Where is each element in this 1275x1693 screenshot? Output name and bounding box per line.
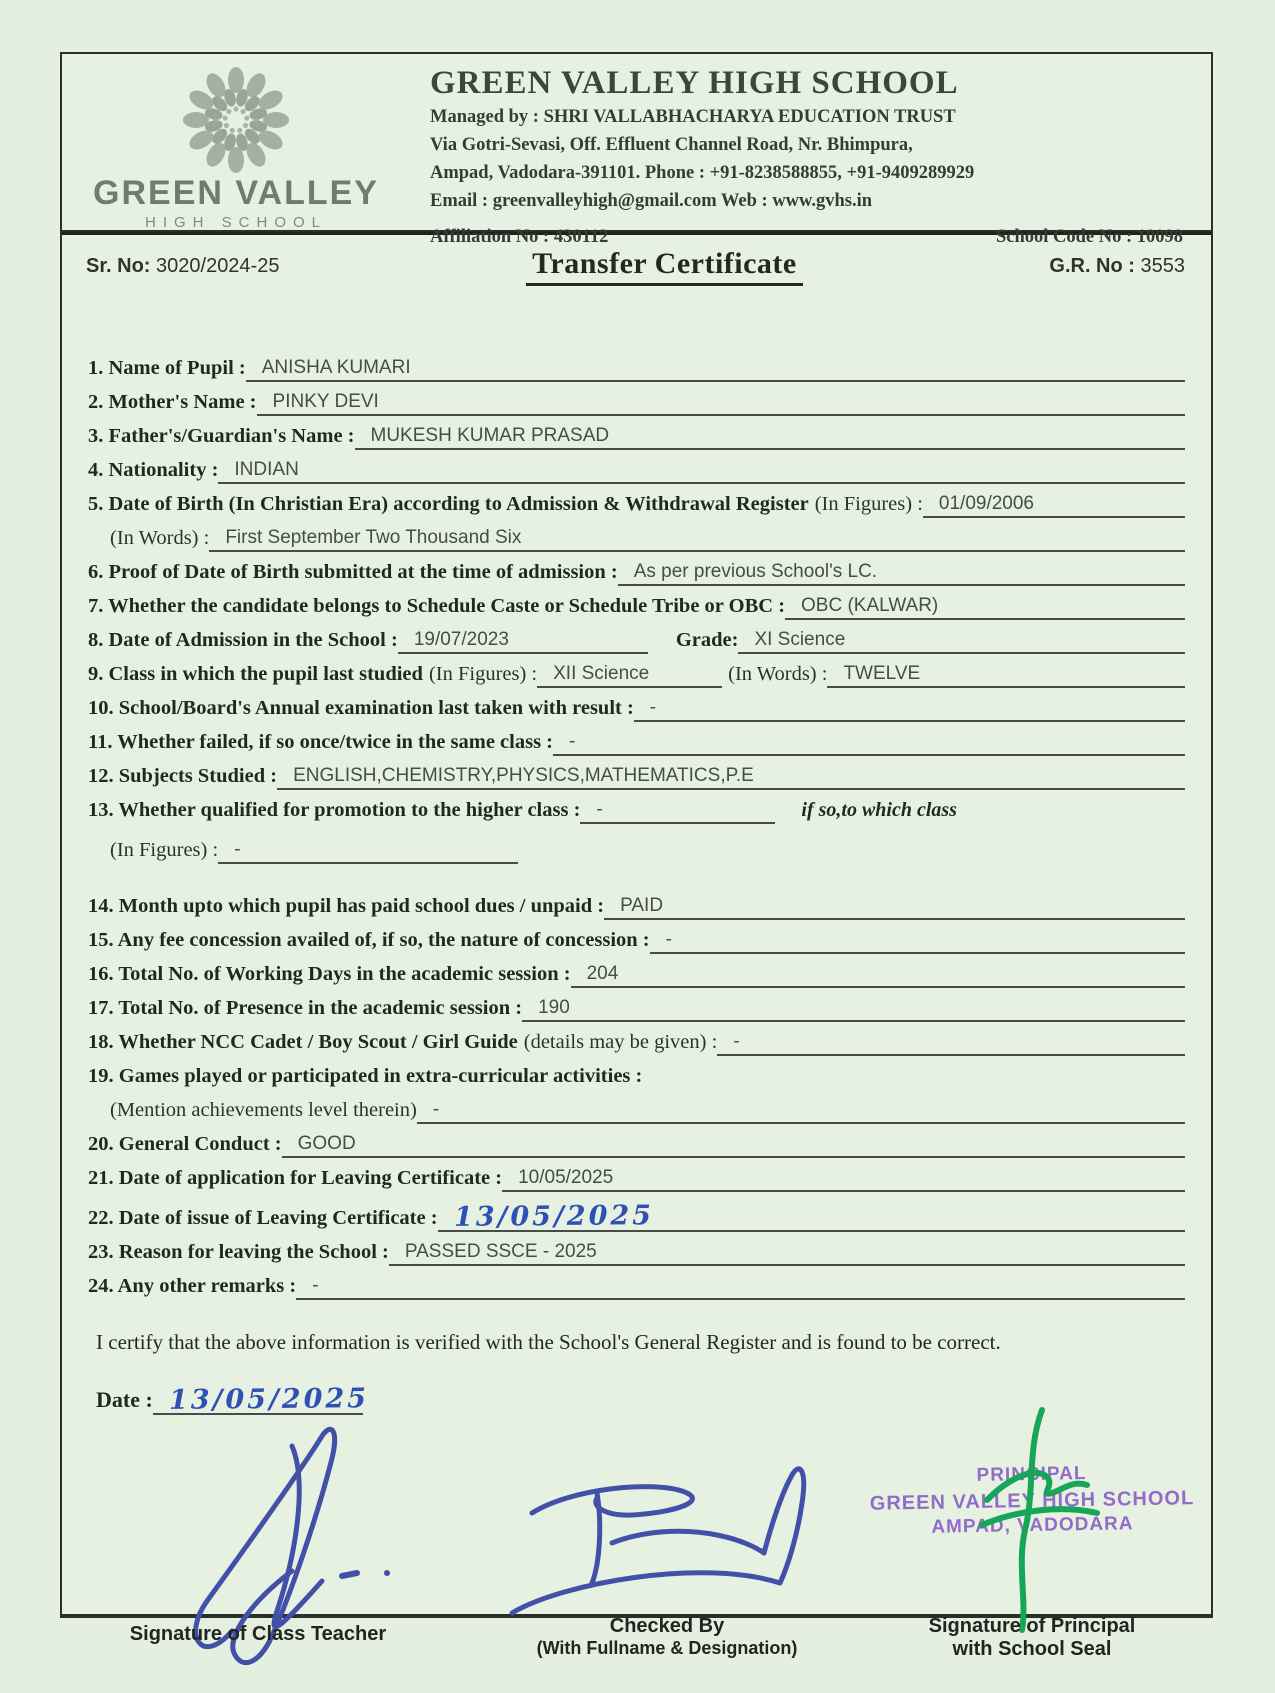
leaf-burst-icon <box>136 66 336 174</box>
field-value: ENGLISH,CHEMISTRY,PHYSICS,MATHEMATICS,P.E <box>293 765 754 786</box>
date-label: Date : <box>96 1387 153 1412</box>
field-value: PASSED SSCE - 2025 <box>404 1241 597 1262</box>
certification-statement: I certify that the above information is verified with the School's General Register and is found to be correct. <box>96 1330 1001 1354</box>
field-underline <box>296 1274 1185 1300</box>
field-label: 13. Whether qualified for promotion to the higher class : <box>88 799 581 821</box>
school-name: GREEN VALLEY HIGH SCHOOL <box>430 65 959 101</box>
field-label-normal: (In Figures) : <box>428 663 538 685</box>
field-presence-days <box>88 988 1185 1022</box>
field-working-days <box>88 954 1185 988</box>
document-title: Transfer Certificate <box>526 247 803 286</box>
signature-section <box>62 1425 1211 1693</box>
stamp-line2: GREEN VALLEY HIGH SCHOOL <box>869 1486 1195 1515</box>
field-value: XI Science <box>754 629 846 650</box>
field-underline <box>389 1240 1185 1266</box>
field-value: MUKESH KUMAR PRASAD <box>370 425 610 446</box>
handwritten-date: 13/05/2025 <box>168 1382 369 1416</box>
checked-by-line2: (With Fullname & Designation) <box>536 1638 798 1658</box>
checked-by-line1: Checked By <box>609 1615 725 1637</box>
date-underline <box>153 1382 369 1416</box>
field-subjects-studied <box>88 756 1185 790</box>
field-whether-failed <box>88 722 1185 756</box>
field-mothers-name <box>88 382 1185 416</box>
form-body <box>62 296 1211 1300</box>
field-value: First September Two Thousand Six <box>225 527 522 548</box>
field-label-normal: (In Words) : <box>110 527 210 549</box>
field-underline <box>785 594 1185 620</box>
field-value: As per previous School's LC. <box>633 561 878 582</box>
field-value: - <box>649 697 657 718</box>
field-label-normal: (In Words) : <box>728 663 828 685</box>
field-value: TWELVE <box>843 663 921 684</box>
field-underline <box>553 730 1185 756</box>
field-label: 23. Reason for leaving the School : <box>88 1241 389 1263</box>
field-last-examination <box>88 688 1185 722</box>
field-value: 190 <box>538 997 570 1018</box>
field-label: 5. Date of Birth (In Christian Era) according to Admission & Withdrawal Register <box>88 493 809 515</box>
field-class-last-studied <box>88 654 1185 688</box>
field-name-of-pupil <box>88 348 1185 382</box>
logo-wordmark: GREEN VALLEY <box>93 174 379 212</box>
field-value: - <box>569 731 576 752</box>
field-label-italic: if so,to which class <box>801 799 957 821</box>
field-issue-date <box>88 1192 1185 1232</box>
field-value: 19/07/2023 <box>413 629 509 650</box>
gr-number: G.R. No : 3553 <box>1049 255 1185 277</box>
field-label-normal: (In Figures) : <box>110 839 219 861</box>
field-value: OBC (KALWAR) <box>801 595 939 616</box>
handwritten-issue-date: 13/05/2025 <box>453 1199 654 1233</box>
field-underline <box>571 962 1185 988</box>
field-achievements <box>88 1090 1185 1124</box>
field-value: 204 <box>586 963 619 984</box>
field-underline <box>398 628 648 654</box>
serial-number: Sr. No: 3020/2024-25 <box>86 255 280 277</box>
field-label: 24. Any other remarks : <box>88 1275 297 1297</box>
field-label: 1. Name of Pupil : <box>88 357 246 379</box>
field-label: 21. Date of application for Leaving Certificate : <box>88 1167 503 1189</box>
field-label: 22. Date of issue of Leaving Certificate : <box>88 1207 438 1229</box>
field-nationality <box>88 450 1185 484</box>
field-underline <box>502 1166 1185 1192</box>
field-other-remarks <box>88 1266 1185 1300</box>
field-underline <box>650 928 1185 954</box>
field-value: - <box>596 799 603 820</box>
field-admission-date <box>88 620 1185 654</box>
checked-by-signature-icon <box>502 1453 832 1633</box>
field-value: XII Science <box>553 663 650 684</box>
field-value: PAID <box>620 895 664 916</box>
field-label: 9. Class in which the pupil last studied <box>88 663 423 685</box>
field-label: 11. Whether failed, if so once/twice in the same class : <box>88 731 553 753</box>
email-web: Email : greenvalleyhigh@gmail.com Web : www.gvhs.in <box>430 191 873 212</box>
field-label: 18. Whether NCC Cadet / Boy Scout / Girl Guide <box>88 1031 518 1053</box>
field-underline <box>277 764 1185 790</box>
field-underline <box>282 1132 1185 1158</box>
field-value: - <box>234 839 241 860</box>
field-label-normal: (Mention achievements level therein) <box>110 1099 417 1121</box>
field-value: - <box>665 929 672 950</box>
field-value: 10/05/2025 <box>518 1167 614 1188</box>
address-line2: Ampad, Vadodara-391101. Phone : +91-8238588855, +91-9409289929 <box>430 162 975 183</box>
field-reason-leaving <box>88 1232 1185 1266</box>
field-dob-in-words <box>88 518 1185 552</box>
field-value: - <box>312 1275 319 1296</box>
field-label: 6. Proof of Date of Birth submitted at the time of admission : <box>88 561 618 583</box>
field-underline <box>923 492 1185 518</box>
field-underline <box>438 1199 1185 1233</box>
managed-by: Managed by : SHRI VALLABHACHARYA EDUCATION TRUST <box>430 106 956 127</box>
field-label: 8. Date of Admission in the School : <box>88 629 398 651</box>
field-value: PINKY DEVI <box>272 391 379 412</box>
field-label: 3. Father's/Guardian's Name : <box>88 425 355 447</box>
field-value: - <box>733 1031 740 1052</box>
stamp-line1: PRINCIPAL <box>976 1463 1087 1486</box>
field-label-normal: (In Figures) : <box>814 493 923 515</box>
stamp-line3: AMPAD, VADODARA <box>931 1512 1134 1538</box>
field-underline <box>417 1098 1185 1124</box>
field-underline <box>827 662 1185 688</box>
field-value: GOOD <box>297 1133 356 1154</box>
field-underline <box>257 390 1185 416</box>
field-label: 12. Subjects Studied : <box>88 765 278 787</box>
field-value: - <box>432 1099 440 1120</box>
field-label: 7. Whether the candidate belongs to Schedule Caste or Schedule Tribe or OBC : <box>88 595 786 617</box>
address-line1: Via Gotri-Sevasi, Off. Effluent Channel Road, Nr. Bhimpura, <box>430 134 913 155</box>
field-value: 01/09/2006 <box>938 493 1034 514</box>
field-qualified-promotion <box>88 790 1185 824</box>
field-underline <box>717 1030 1185 1056</box>
field-label: 4. Nationality : <box>88 459 219 481</box>
field-games-played <box>88 1056 1185 1090</box>
field-ncc-cadet <box>88 1022 1185 1056</box>
school-code: School Code No : 10098 <box>995 227 1183 248</box>
principal-label <box>862 1615 1202 1661</box>
field-label: 20. General Conduct : <box>88 1133 282 1155</box>
field-underline <box>218 458 1185 484</box>
logo-subtitle: HIGH SCHOOL <box>144 214 327 231</box>
field-label: 2. Mother's Name : <box>88 391 257 413</box>
field-underline <box>218 838 518 864</box>
field-dob-proof <box>88 552 1185 586</box>
field-label: Grade: <box>675 629 739 651</box>
affiliation-no: Affiliation No : 430112 <box>430 227 609 248</box>
field-value: INDIAN <box>234 459 299 480</box>
principal-signature-icon <box>967 1405 1107 1635</box>
field-general-conduct <box>88 1124 1185 1158</box>
field-underline <box>738 628 1185 654</box>
field-label-normal: (details may be given) : <box>523 1031 718 1053</box>
letterhead <box>62 54 1211 248</box>
field-label: 19. Games played or participated in extra-curricular activities : <box>88 1065 643 1087</box>
field-underline <box>209 526 1185 552</box>
field-underline <box>580 798 775 824</box>
field-fee-concession <box>88 920 1185 954</box>
principal-line1: Signature of Principal <box>928 1615 1136 1637</box>
class-teacher-label: Signature of Class Teacher <box>129 1623 387 1645</box>
principal-line2: with School Seal <box>952 1638 1112 1660</box>
field-label: 14. Month upto which pupil has paid school dues / unpaid : <box>88 895 605 917</box>
field-label: 16. Total No. of Working Days in the academic session : <box>88 963 571 985</box>
field-promotion-in-figures <box>88 830 1185 864</box>
field-underline <box>634 696 1185 722</box>
field-label: 10. School/Board's Annual examination last taken with result : <box>88 697 634 719</box>
checked-by-label <box>502 1615 832 1659</box>
field-underline <box>618 560 1185 586</box>
field-application-date <box>88 1158 1185 1192</box>
field-underline <box>246 356 1185 382</box>
certificate-sheet <box>60 52 1213 1660</box>
field-school-dues <box>88 886 1185 920</box>
school-info <box>386 64 1193 249</box>
field-underline <box>604 894 1185 920</box>
field-underline <box>522 996 1185 1022</box>
field-fathers-name <box>88 416 1185 450</box>
field-date-of-birth <box>88 484 1185 518</box>
field-caste-category <box>88 586 1185 620</box>
field-underline <box>537 662 722 688</box>
school-logo <box>86 64 386 231</box>
field-label: 15. Any fee concession availed of, if so, the nature of concession : <box>88 929 650 951</box>
field-label: 17. Total No. of Presence in the academic session : <box>88 997 523 1019</box>
field-value: ANISHA KUMARI <box>261 357 411 378</box>
field-underline <box>355 424 1186 450</box>
